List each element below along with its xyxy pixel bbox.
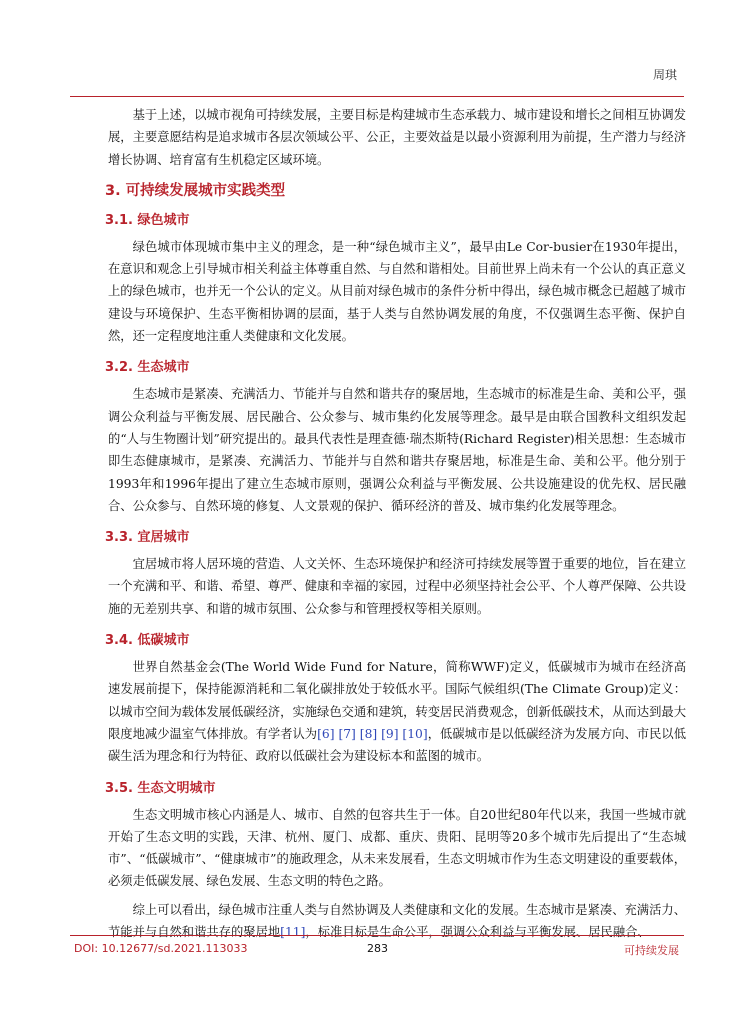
section-3-2-heading: 3.2. 生态城市 — [105, 360, 190, 376]
section-3-1-heading: 3.1. 绿色城市 — [105, 212, 190, 228]
section-3-4-text-a: 世界自然基金会(The World Wide Fund for Nature，简称WWF)定义，低碳城市为城市在经济高速发展前提下，保持能源消耗和二氧化碳排放处于较低水平。国际气候组织(The Climate Group)定义：以城市空间为载体发展低碳经济，实施绿色交通和建筑，转变居民消费观念，创新低碳技术，从而达到最大限度地减少温室气体排放。有学者认为 — [108, 660, 686, 741]
page-number: 283 — [367, 942, 388, 955]
header-divider — [70, 96, 684, 97]
section-3-4-text-b: ，低碳城市是以低碳经济为发展方向、市民以低碳生活为理念和行为特征、政府以低碳社会为建设标本和蓝图的城市。 — [108, 726, 686, 764]
section-3-4-paragraph — [108, 656, 686, 767]
intro-paragraph: 基于上述，以城市视角可持续发展，主要目标是构建城市生态承载力、城市建设和增长之间相互协调发展，主要意愿结构是追求城市各层次领域公平、公正，主要效益是以最小资源利用为前提，生产潜力与经济增长协调、培育富有生机稳定区域环境。 — [108, 108, 686, 167]
citation-link-11[interactable]: [11] — [280, 925, 306, 940]
section-3-3-heading: 3.3. 宜居城市 — [105, 530, 190, 546]
footer-divider — [70, 935, 684, 936]
section-3-1-paragraph: 绿色城市体现城市集中主义的理念，是一种“绿色城市主义”，最早由Le Cor-busier在1930年提出，在意识和观念上引导城市相关利益主体尊重自然、与自然和谐相处。目前世界上尚未有一个公认的真正意义上的绿色城市，也并无一个公认的定义。从目前对绿色城市的条件分析中得出，绿色城市概念已超越了城市建设与环境保护、生态平衡相协调的层面，基于人类与自然协调发展的角度，不仅强调生态平衡、保护自然，还一定程度地注重人类健康和文化发展。 — [108, 239, 686, 344]
citation-link-6-10[interactable]: [6] [7] [8] [9] [10] — [317, 726, 428, 741]
section-3-3-paragraph: 宜居城市将人居环境的营造、人文关怀、生态环境保护和经济可持续发展等置于重要的地位，旨在建立一个充满和平、和谐、希望、尊严、健康和幸福的家园，过程中必须坚持社会公平、个人尊严保障、公共设施的无差别共享、和谐的城市氛围、公众参与和管理授权等相关原则。 — [108, 557, 686, 616]
summary-paragraph — [108, 899, 686, 944]
header-author: 周琪 — [652, 68, 677, 82]
section-3-2-paragraph: 生态城市是紧凑、充满活力、节能并与自然和谐共存的聚居地，生态城市的标准是生命、美和公平，强调公众利益与平衡发展、居民融合、公众参与、城市集约化发展等理念。最早是由联合国教科文组织发起的“人与生物圈计划”研究提出的。最具代表性是理查德·瑞杰斯特(Richard Register)相关思想：生态城市即生态健康城市，是紧凑、充满活力、节能并与自然和谐共存聚居地，标准是生命、美和公平。他分别于1993年和1996年提出了建立生态城市原则，强调公众利益与平衡发展、公共设施建设的优先权、居民融合、公众参与、自然环境的修复、人文景观的保护、循环经济的普及、城市集约化发展等理念。 — [108, 387, 686, 513]
footer-doi[interactable]: DOI: 10.12677/sd.2021.113033 — [74, 942, 248, 955]
section-3-5-paragraph: 生态文明城市核心内涵是人、城市、自然的包容共生于一体。自20世纪80年代以来，我国一些城市就开始了生态文明的实践，天津、杭州、厦门、成都、重庆、贵阳、昆明等20多个城市先后提出了“生态城市”、“低碳城市”、“健康城市”的施政理念，从未来发展看，生态文明城市作为生态文明建设的重要载体，必须走低碳发展、绿色发展、生态文明的特色之路。 — [108, 807, 686, 889]
article-body — [105, 104, 686, 949]
summary-text-b: ，标准目标是生命公平，强调公众利益与平衡发展、居民融合、 — [305, 925, 650, 940]
section-3-5-heading: 3.5. 生态文明城市 — [105, 780, 216, 796]
summary-text-a: 综上可以看出，绿色城市注重人类与自然协调及人类健康和文化的发展。生态城市是紧凑、充满活力、节能并与自然和谐共存的聚居地 — [108, 902, 686, 940]
section-3-heading: 3. 可持续发展城市实践类型 — [105, 182, 286, 199]
footer-journal: 可持续发展 — [624, 944, 679, 957]
section-3-4-heading: 3.4. 低碳城市 — [105, 633, 190, 649]
